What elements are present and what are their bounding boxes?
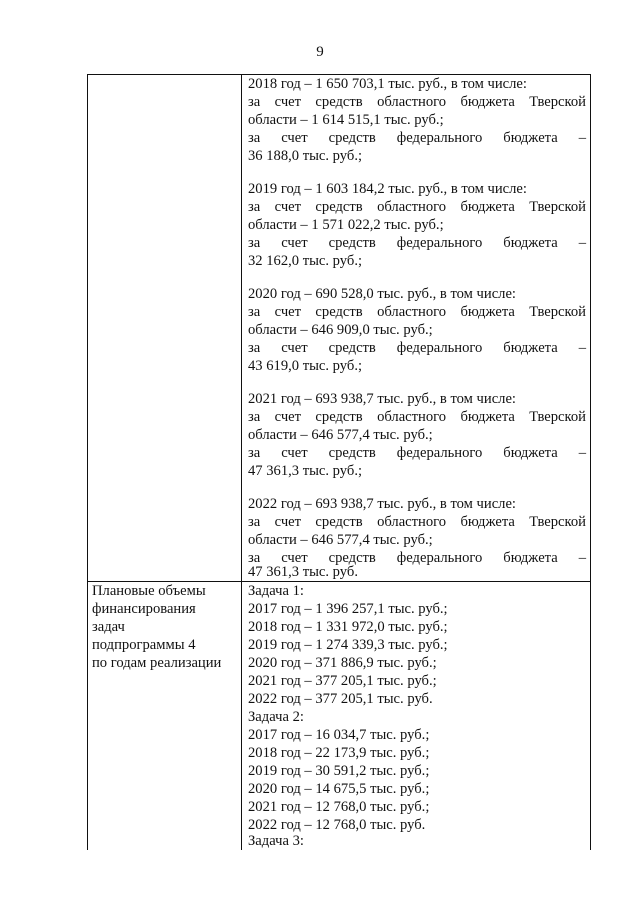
table-border-middle <box>241 74 242 850</box>
task2-title: Задача 2: <box>248 709 304 725</box>
year-2022-federal: за счет средств федерального бюджета – <box>248 550 586 566</box>
task1-year: 2019 год – 1 274 339,3 тыс. руб.; <box>248 637 448 653</box>
year-2021-total: 2021 год – 693 938,7 тыс. руб., в том числе: <box>248 391 516 407</box>
year-2020-total: 2020 год – 690 528,0 тыс. руб., в том числе: <box>248 286 516 302</box>
label-line: по годам реализации <box>92 655 222 671</box>
year-2021-regional-amount: области – 646 577,4 тыс. руб.; <box>248 427 433 443</box>
task2-year: 2019 год – 30 591,2 тыс. руб.; <box>248 763 430 779</box>
year-2018-total: 2018 год – 1 650 703,1 тыс. руб., в том числе: <box>248 76 527 92</box>
task1-year: 2020 год – 371 886,9 тыс. руб.; <box>248 655 437 671</box>
page-number: 9 <box>316 44 324 60</box>
year-2019-total: 2019 год – 1 603 184,2 тыс. руб., в том числе: <box>248 181 527 197</box>
year-2018-federal: за счет средств федерального бюджета – <box>248 130 586 146</box>
year-2021-regional: за счет средств областного бюджета Тверской <box>248 409 586 425</box>
year-2020-regional: за счет средств областного бюджета Тверской <box>248 304 586 320</box>
label-line: финансирования <box>92 601 196 617</box>
year-2020-federal: за счет средств федерального бюджета – <box>248 340 586 356</box>
task1-year: 2018 год – 1 331 972,0 тыс. руб.; <box>248 619 448 635</box>
year-2019-regional: за счет средств областного бюджета Тверской <box>248 199 586 215</box>
task2-year: 2017 год – 16 034,7 тыс. руб.; <box>248 727 430 743</box>
label-line: задач <box>92 619 125 635</box>
task1-year: 2017 год – 1 396 257,1 тыс. руб.; <box>248 601 448 617</box>
task1-year: 2021 год – 377 205,1 тыс. руб.; <box>248 673 437 689</box>
task2-year: 2022 год – 12 768,0 тыс. руб. <box>248 817 426 833</box>
year-2019-regional-amount: области – 1 571 022,2 тыс. руб.; <box>248 217 444 233</box>
year-2019-federal: за счет средств федерального бюджета – <box>248 235 586 251</box>
task2-year: 2021 год – 12 768,0 тыс. руб.; <box>248 799 430 815</box>
year-2022-regional: за счет средств областного бюджета Тверской <box>248 514 586 530</box>
year-2018-federal-amount: 36 188,0 тыс. руб.; <box>248 148 363 164</box>
year-2018-regional: за счет средств областного бюджета Тверской <box>248 94 586 110</box>
year-2021-federal-amount: 47 361,3 тыс. руб.; <box>248 463 363 479</box>
task1-title: Задача 1: <box>248 583 304 599</box>
year-2022-total: 2022 год – 693 938,7 тыс. руб., в том числе: <box>248 496 516 512</box>
task2-year: 2018 год – 22 173,9 тыс. руб.; <box>248 745 430 761</box>
year-2019-federal-amount: 32 162,0 тыс. руб.; <box>248 253 363 269</box>
year-2020-federal-amount: 43 619,0 тыс. руб.; <box>248 358 363 374</box>
year-2020-regional-amount: области – 646 909,0 тыс. руб.; <box>248 322 433 338</box>
task3-title: Задача 3: <box>248 833 304 849</box>
year-2021-federal: за счет средств федерального бюджета – <box>248 445 586 461</box>
task2-year: 2020 год – 14 675,5 тыс. руб.; <box>248 781 430 797</box>
table-border-left <box>87 74 88 850</box>
label-line: Плановые объемы <box>92 583 206 599</box>
year-2022-federal-amount: 47 361,3 тыс. руб. <box>248 564 358 580</box>
year-2022-regional-amount: области – 646 577,4 тыс. руб.; <box>248 532 433 548</box>
table-border-top <box>87 74 591 75</box>
table-border-right <box>590 74 591 850</box>
task1-year: 2022 год – 377 205,1 тыс. руб. <box>248 691 433 707</box>
year-2018-regional-amount: области – 1 614 515,1 тыс. руб.; <box>248 112 444 128</box>
label-line: подпрограммы 4 <box>92 637 196 653</box>
